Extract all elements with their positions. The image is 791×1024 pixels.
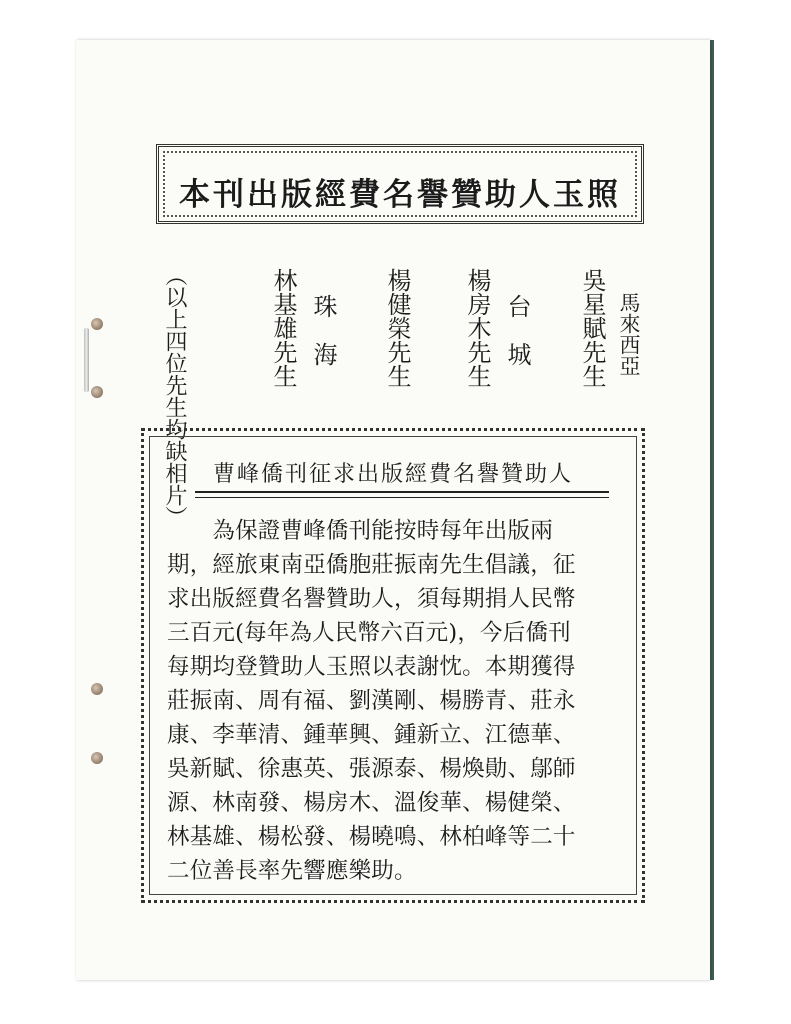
binding-hole [91, 318, 103, 330]
region-label: 馬來西亞 [617, 292, 641, 376]
sponsor-name: 楊房木先生 [463, 268, 491, 388]
notice-body-line: 求出版經費名譽贊助人，須每期捐人民幣 [167, 586, 576, 612]
title-underline [195, 497, 609, 498]
notice-title: 曹峰僑刊征求出版經費名譽贊助人 [212, 462, 573, 487]
notice-body-line: 吳新賦、徐惠英、張源泰、楊煥勛、鄔師 [167, 756, 576, 782]
notice-body-line: 康、李華清、鍾華興、鍾新立、江德華、 [167, 722, 576, 748]
missing-photo-note: （以上四位先生均缺相片） [162, 264, 187, 528]
notice-body-line: 期，經旅東南亞僑胞莊振南先生倡議，征 [167, 552, 576, 578]
notice-body-line: 為保證曹峰僑刊能按時每年出版兩 [167, 518, 553, 544]
notice-body-line: 林基雄、楊松發、楊曉鳴、林柏峰等二十 [167, 824, 576, 850]
notice-body-line: 二位善長率先響應樂助。 [167, 858, 417, 884]
notice-body-line: 三百元(每年為人民幣六百元)，今后僑刊 [167, 620, 571, 646]
binding-hole [91, 386, 103, 398]
notice-body-line: 源、林南發、楊房木、溫俊華、楊健榮、 [167, 790, 576, 816]
region-label: 台 城 [503, 294, 531, 366]
notice-body-line: 每期均登贊助人玉照以表謝忱。本期獲得 [167, 654, 576, 680]
sponsor-name: 林基雄先生 [269, 268, 297, 388]
region-label: 珠 海 [309, 294, 337, 366]
sponsor-name: 吳星賦先生 [578, 268, 606, 388]
notice-box [141, 428, 645, 903]
staple [84, 328, 89, 392]
notice-body-line: 莊振南、周有福、劉漢剛、楊勝青、莊永 [167, 688, 576, 714]
title-frame [156, 144, 644, 224]
title-underline [195, 491, 609, 493]
binding-hole [91, 752, 103, 764]
sponsor-name: 楊健榮先生 [383, 268, 411, 388]
binding-hole [91, 683, 103, 695]
page-title: 本刊出版經費名譽贊助人玉照 [179, 177, 621, 213]
